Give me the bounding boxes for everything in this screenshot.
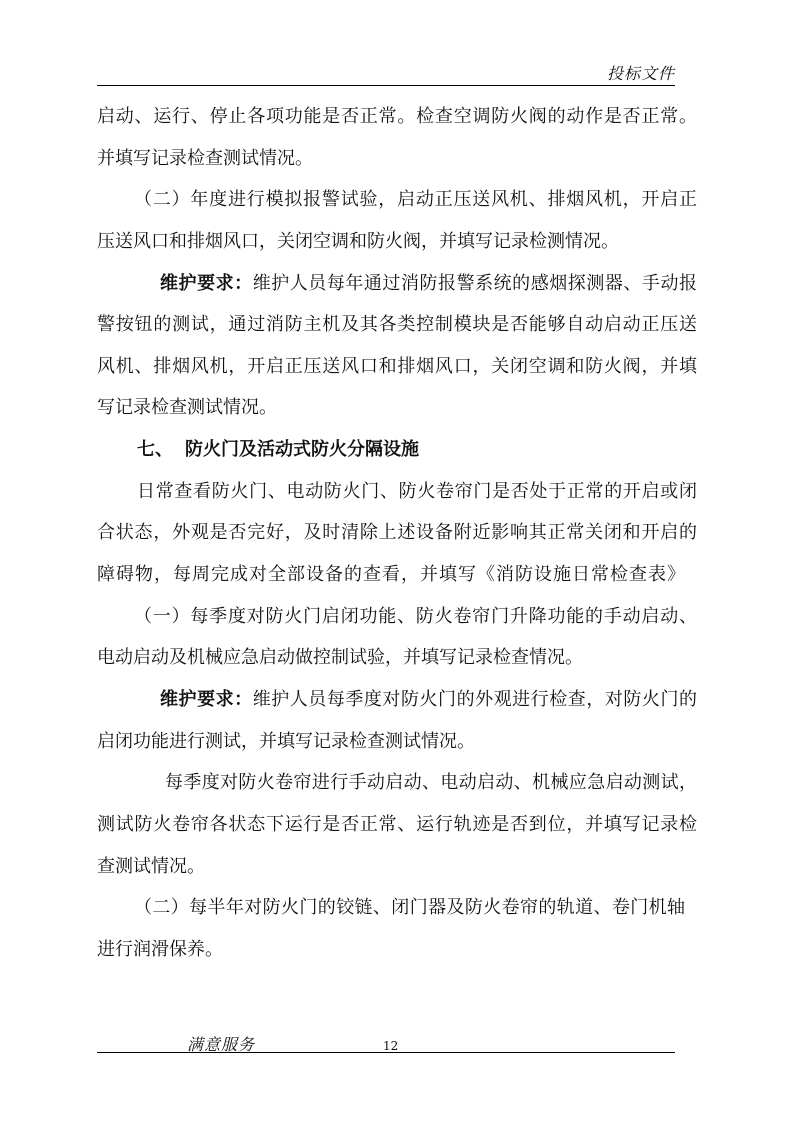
document-body bbox=[97, 96, 697, 970]
header-divider bbox=[97, 85, 675, 86]
footer-slogan: 满意服务 bbox=[187, 1035, 256, 1054]
text-line: 障碍物，每周完成对全部设备的查看，并填写《消防设施日常检查表》 bbox=[97, 564, 685, 586]
paragraph bbox=[97, 596, 697, 679]
section-number: 七、 bbox=[137, 439, 173, 461]
text-span: 维护人员每季度对防火门的外观进行检查，对防火门的 bbox=[252, 688, 698, 710]
paragraph bbox=[97, 887, 697, 970]
header-title: 投标文件 bbox=[606, 64, 675, 83]
maintenance-requirement-paragraph bbox=[97, 679, 697, 762]
text-line: （一）每季度对防火门启闭功能、防火卷帘门升降功能的手动启动、 bbox=[134, 605, 697, 627]
text-line: 风机、排烟风机，开启正压送风口和排烟风口，关闭空调和防火阀，并填 bbox=[97, 355, 697, 377]
text-span: 维护人员每年通过消防报警系统的感烟探测器、手动报 bbox=[252, 272, 698, 294]
text-line bbox=[97, 679, 697, 721]
text-line: 日常查看防火门、电动防火门、防火卷帘门是否处于正常的开启或闭 bbox=[137, 480, 697, 502]
paragraph bbox=[97, 471, 697, 596]
text-line: 压送风口和排烟风口，关闭空调和防火阀，并填写记录检测情况。 bbox=[97, 230, 619, 252]
text-line: 合状态，外观是否完好，及时清除上述设备附近影响其正常关闭和开启的 bbox=[97, 522, 697, 544]
text-line bbox=[97, 263, 697, 305]
text-line: 每季度对防火卷帘进行手动启动、电动启动、机械应急启动测试， bbox=[165, 772, 697, 794]
text-line: （二）年度进行模拟报警试验，启动正压送风机、排烟风机，开启正 bbox=[134, 189, 697, 211]
maintenance-label: 维护要求： bbox=[160, 272, 253, 294]
paragraph bbox=[97, 179, 697, 262]
section-title: 防火门及活动式防火分隔设施 bbox=[185, 439, 419, 461]
maintenance-requirement-paragraph bbox=[97, 263, 697, 430]
text-line: 测试防火卷帘各状态下运行是否正常、运行轨迹是否到位，并填写记录检 bbox=[97, 813, 697, 835]
footer-divider bbox=[97, 1052, 675, 1053]
text-line: 电动启动及机械应急启动做控制试验，并填写记录检查情况。 bbox=[97, 647, 583, 669]
text-line: 写记录检查测试情况。 bbox=[97, 397, 277, 419]
text-line: 并填写记录检查测试情况。 bbox=[97, 147, 313, 169]
text-line: 警按钮的测试，通过消防主机及其各类控制模块是否能够自动启动正压送 bbox=[97, 314, 697, 336]
text-line: 查测试情况。 bbox=[97, 855, 205, 877]
paragraph bbox=[97, 96, 697, 179]
text-line: 启闭功能进行测试，并填写记录检查测试情况。 bbox=[97, 730, 475, 752]
maintenance-label: 维护要求： bbox=[160, 688, 253, 710]
text-line: （二）每半年对防火门的铰链、闭门器及防火卷帘的轨道、卷门机轴 bbox=[134, 897, 685, 919]
page-number: 12 bbox=[383, 1039, 399, 1053]
paragraph bbox=[97, 762, 697, 887]
text-line: 启动、运行、停止各项功能是否正常。检查空调防火阀的动作是否正常。 bbox=[97, 106, 697, 127]
section-heading bbox=[97, 429, 697, 471]
text-line: 进行润滑保养。 bbox=[97, 938, 223, 960]
